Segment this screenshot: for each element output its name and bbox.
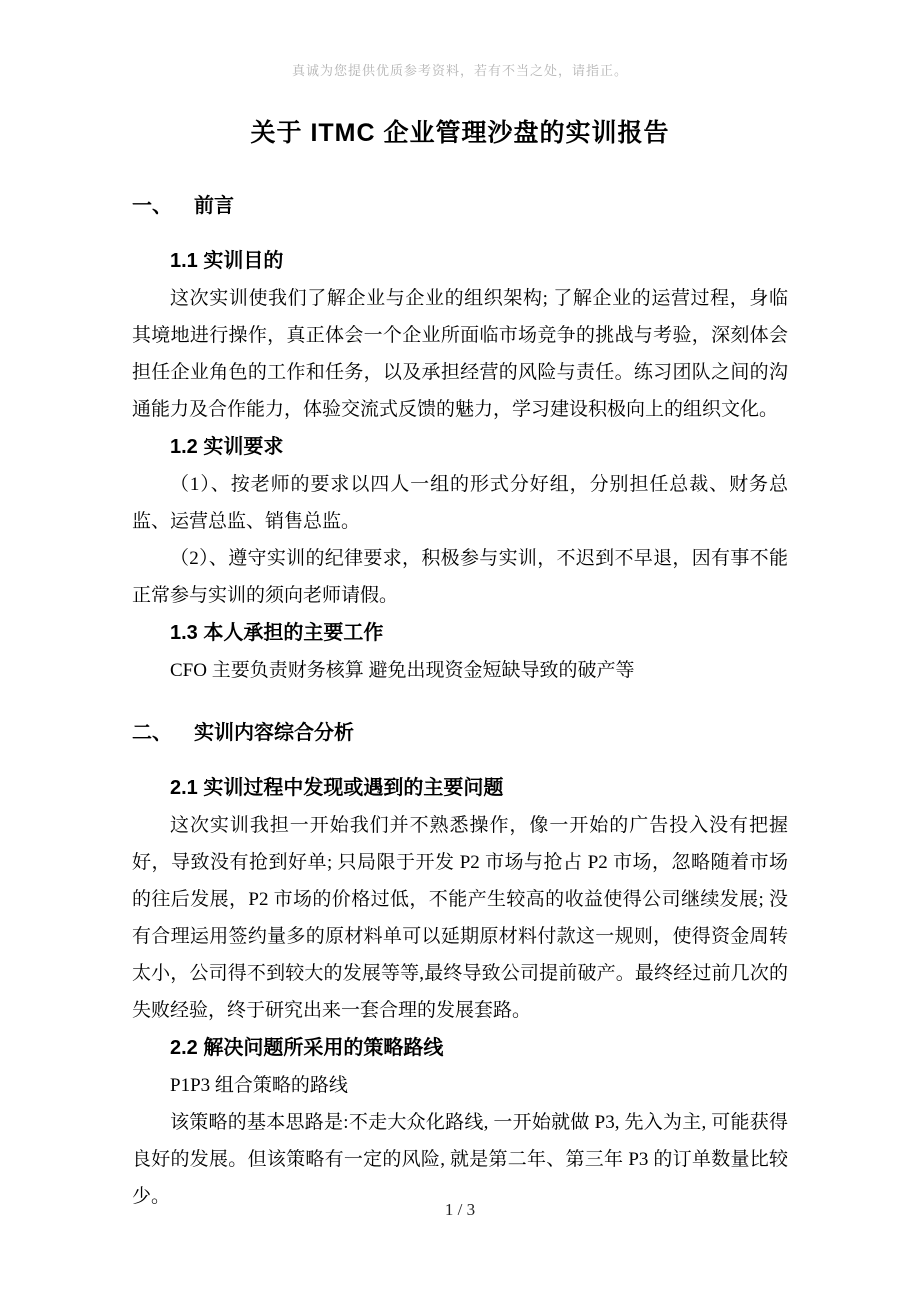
paragraph-requirement-1: （1）、按老师的要求以四人一组的形式分好组，分别担任总裁、财务总监、运营总监、销售总监。	[132, 474, 788, 532]
paragraph-strategy-idea: 该策略的基本思路是:不走大众化路线, 一开始就做 P3, 先入为主, 可能获得良好的发展。但该策略有一定的风险, 就是第二年、第三年 P3 的订单数量比较少。	[132, 1112, 788, 1207]
subsection-1-3-heading: 1.3 本人承担的主要工作	[170, 622, 384, 644]
paragraph-cfo-duty: CFO 主要负责财务核算 避免出现资金短缺导致的破产等	[170, 660, 635, 681]
paragraph-problems-found: 这次实训我担一开始我们并不熟悉操作，像一开始的广告投入没有把握好，导致没有抢到好单; 只局限于开发 P2 市场与抢占 P2 市场，忽略随着市场的往后发展，P2 市场的价格过低，不能产生较高的收益使得公司继续发展; 没有合理运用签约量多的原材料单可以延期原材料付款这一规则，使得资金周转太小，公司得不到较大的发展等等,最终导致公司提前破产。最终经过前几次的失败经验，终于研究出来一套合理的发展套路。	[132, 815, 788, 1021]
document-title: 关于 ITMC 企业管理沙盘的实训报告	[250, 119, 670, 147]
subsection-2-2-heading: 2.2 解决问题所采用的策略路线	[170, 1037, 444, 1059]
paragraph-requirement-2: （2）、遵守实训的纪律要求，积极参与实训，不迟到不早退，因有事不能正常参与实训的须向老师请假。	[132, 548, 788, 606]
subsection-1-2-heading: 1.2 实训要求	[170, 436, 284, 458]
section-1-label: 前言	[194, 195, 234, 217]
courtesy-note: 真诚为您提供优质参考资料，若有不当之处，请指正。	[291, 63, 628, 78]
section-2-label: 实训内容综合分析	[194, 722, 354, 744]
section-1-heading	[132, 192, 788, 220]
page-number: 1 / 3	[444, 1200, 476, 1219]
section-1-number: 一、	[132, 195, 172, 217]
section-2-number: 二、	[132, 722, 172, 744]
section-2-heading	[132, 719, 788, 747]
subsection-2-1-heading: 2.1 实训过程中发现或遇到的主要问题	[170, 777, 504, 799]
paragraph-training-purpose: 这次实训使我们了解企业与企业的组织架构; 了解企业的运营过程，身临其境地进行操作，真正体会一个企业所面临市场竞争的挑战与考验，深刻体会担任企业角色的工作和任务，以及承担经营的风险与责任。练习团队之间的沟通能力及合作能力，体验交流式反馈的魅力，学习建设积极向上的组织文化。	[132, 288, 788, 420]
subsection-1-1-heading: 1.1 实训目的	[170, 250, 284, 272]
paragraph-p1p3-route: P1P3 组合策略的路线	[170, 1075, 348, 1096]
